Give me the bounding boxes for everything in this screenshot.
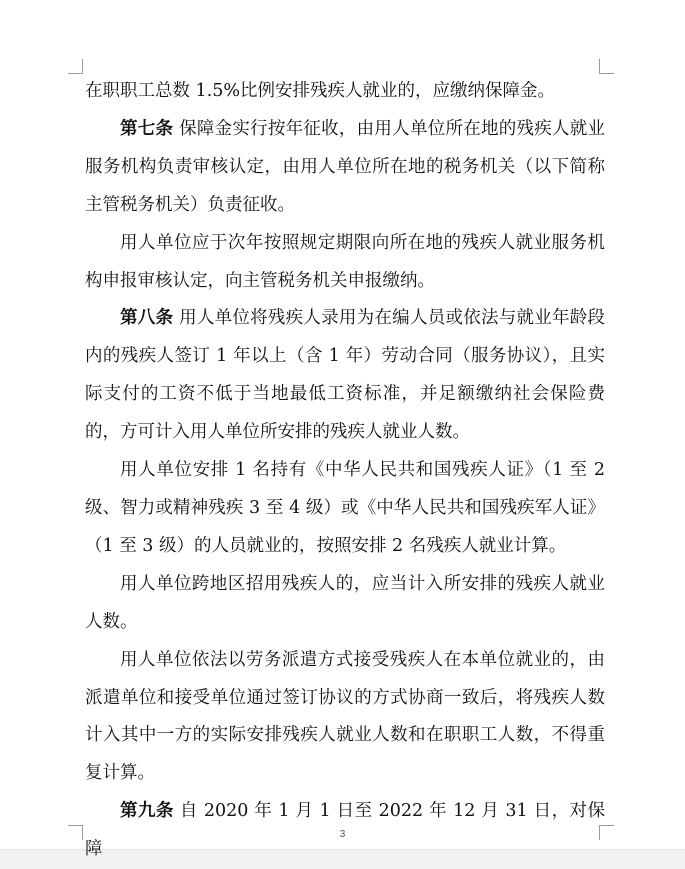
article-number: 第八条 [120, 308, 174, 329]
paragraph-text: 在职职工总数 1.5%比例安排残疾人就业的，应缴纳保障金。 [85, 81, 556, 101]
paragraph [85, 642, 605, 794]
paragraph-text: 用人单位将残疾人录用为在编人员或依法与就业年龄段内的残疾人签订 1 年以上（含 1 年）劳动合同（服务协议），且实际支付的工资不低于当地最低工资标准，并足额缴纳社会保险费的，方可计入用人单位所安排的残疾人就业人数。 [85, 308, 606, 443]
article-number: 第九条 [120, 801, 174, 822]
paragraph-text: 用人单位安排 1 名持有《中华人民共和国残疾人证》（1 至 2 级、智力或精神残疾 3 至 4 级）或《中华人民共和国残疾军人证》（1 至 3 级）的人员就业的，按照安排 2 名残疾人就业计算。 [85, 460, 605, 556]
paragraph-text: 自 2020 年 1 月 1 日至 2022 年 12 月 31 日，对保障 [85, 801, 606, 860]
paragraph [85, 73, 605, 111]
document-body [85, 73, 605, 869]
paragraph [85, 300, 605, 452]
paragraph-text: 用人单位应于次年按照规定期限向所在地的残疾人就业服务机构申报审核认定，向主管税务机关申报缴纳。 [85, 232, 605, 291]
article-number: 第七条 [120, 118, 174, 139]
margin-corner-mark [599, 59, 614, 74]
paragraph [85, 111, 605, 225]
paragraph [85, 452, 605, 566]
paragraph [85, 566, 605, 642]
margin-corner-mark [68, 59, 83, 74]
page-number: 3 [339, 829, 346, 840]
paragraph-text: 用人单位依法以劳务派遣方式接受残疾人在本单位就业的，由派遣单位和接受单位通过签订协议的方式协商一致后，将残疾人数计入其中一方的实际安排残疾人就业人数和在职职工人数，不得重复计算。 [85, 649, 605, 784]
paragraph [85, 225, 605, 301]
paragraph-text: 保障金实行按年征收，由用人单位所在地的残疾人就业服务机构负责审核认定，由用人单位所在地的税务机关（以下简称主管税务机关）负责征收。 [85, 118, 606, 215]
paragraph-text: 用人单位跨地区招用残疾人的，应当计入所安排的残疾人就业人数。 [85, 573, 605, 632]
